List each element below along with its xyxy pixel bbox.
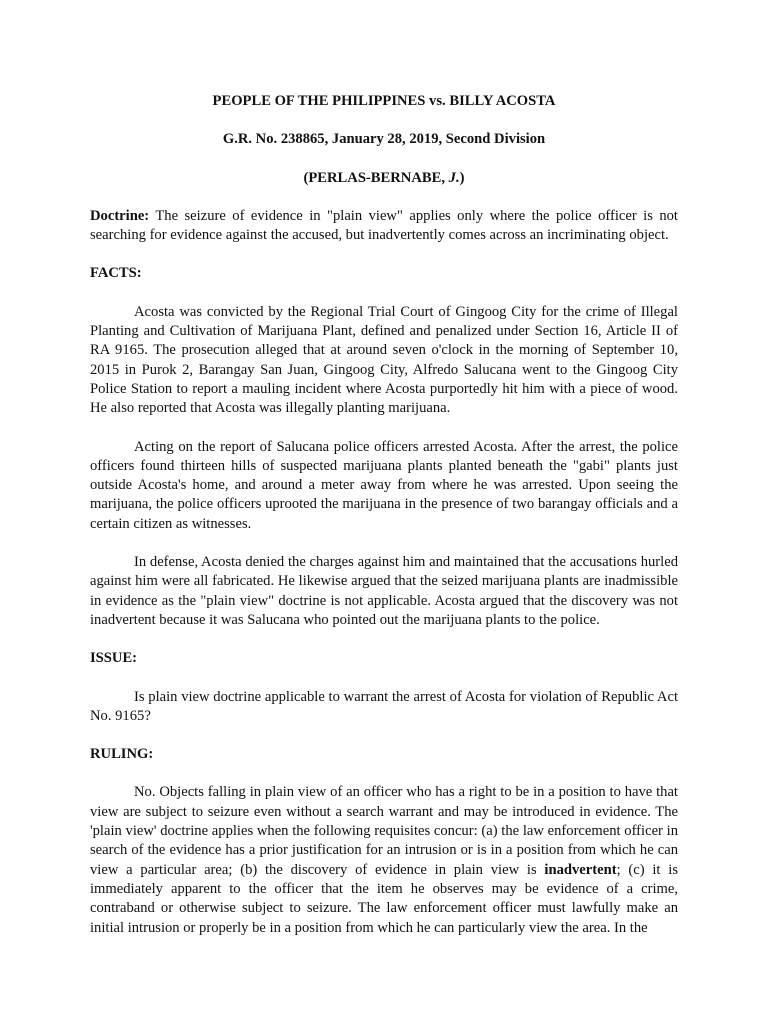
ruling-text-after: ; (c) it is immediately apparent to the officer that the item he observes may be evidence of a crime, contraband or otherwise subject to seizure. The law enforcement officer must lawfully make an initial intrusion or properly be in a position from which he can particularly view the area. In the <box>90 861 678 936</box>
ruling-text-bold: inadvertent <box>544 861 617 878</box>
case-title: PEOPLE OF THE PHILIPPINES vs. BILLY ACOSTA <box>212 93 556 109</box>
ruling-paragraph <box>90 783 678 937</box>
ponente-close: ) <box>459 169 465 186</box>
doctrine-label: Doctrine: <box>90 207 150 224</box>
facts-paragraph-1: Acosta was convicted by the Regional Trial Court of Gingoog City for the crime of Illegal Planting and Cultivation of Marijuana Plant, defined and penalized under Section 16, Article II of RA 9165. The prosecution alleged that at around seven o'clock in the morning of September 10, 2015 in Purok 2, Barangay San Juan, Gingoog City, Alfredo Salucana went to the Gingoog City Police Station to report a mauling incident where Acosta purportedly hit him with a piece of wood. He also reported that Acosta was illegally planting marijuana. <box>90 303 678 417</box>
doctrine-paragraph <box>90 207 678 246</box>
case-number: G.R. No. 238865, January 28, 2019, Second Division <box>222 131 546 148</box>
ruling-heading: RULING: <box>90 746 154 763</box>
ponente-open: (PERLAS-BERNABE, <box>303 169 449 186</box>
document-page <box>90 92 678 957</box>
facts-heading: FACTS: <box>90 265 142 282</box>
doctrine-text: The seizure of evidence in "plain view" applies only where the police officer is not searching for evidence against the accused, but inadvertently comes across an incriminating object. <box>90 207 678 244</box>
issue-paragraph: Is plain view doctrine applicable to warrant the arrest of Acosta for violation of Republic Act No. 9165? <box>90 688 678 724</box>
facts-paragraph-3: In defense, Acosta denied the charges against him and maintained that the accusations hurled against him were all fabricated. He likewise argued that the seized marijuana plants are inadmissible in evidence as the "plain view" doctrine is not applicable. Acosta argued that the discovery was not inadvertent because it was Salucana who pointed out the marijuana plants to the police. <box>90 554 678 628</box>
ruling-text-before: No. Objects falling in plain view of an officer who has a right to be in a position to have that view are subject to seizure even without a search warrant and may be introduced in evidence. The 'plain view' doctrine applies when the following requisites concur: (a) the law enforcement officer in search of the evidence has a prior justification for an intrusion or is in a position from which he can view a particular area; (b) the discovery of evidence in plain view is <box>90 784 678 878</box>
facts-paragraph-2: Acting on the report of Salucana police officers arrested Acosta. After the arrest, the police officers found thirteen hills of suspected marijuana plants planted beneath the "gabi" plants just outside Acosta's home, and around a meter away from where he was arrested. Upon seeing the marijuana, the police officers uprooted the marijuana in the presence of two barangay officials and a certain citizen as witnesses. <box>90 438 678 532</box>
ponente-j: J. <box>448 169 460 186</box>
issue-heading: ISSUE: <box>90 650 138 667</box>
ponente <box>90 169 678 188</box>
